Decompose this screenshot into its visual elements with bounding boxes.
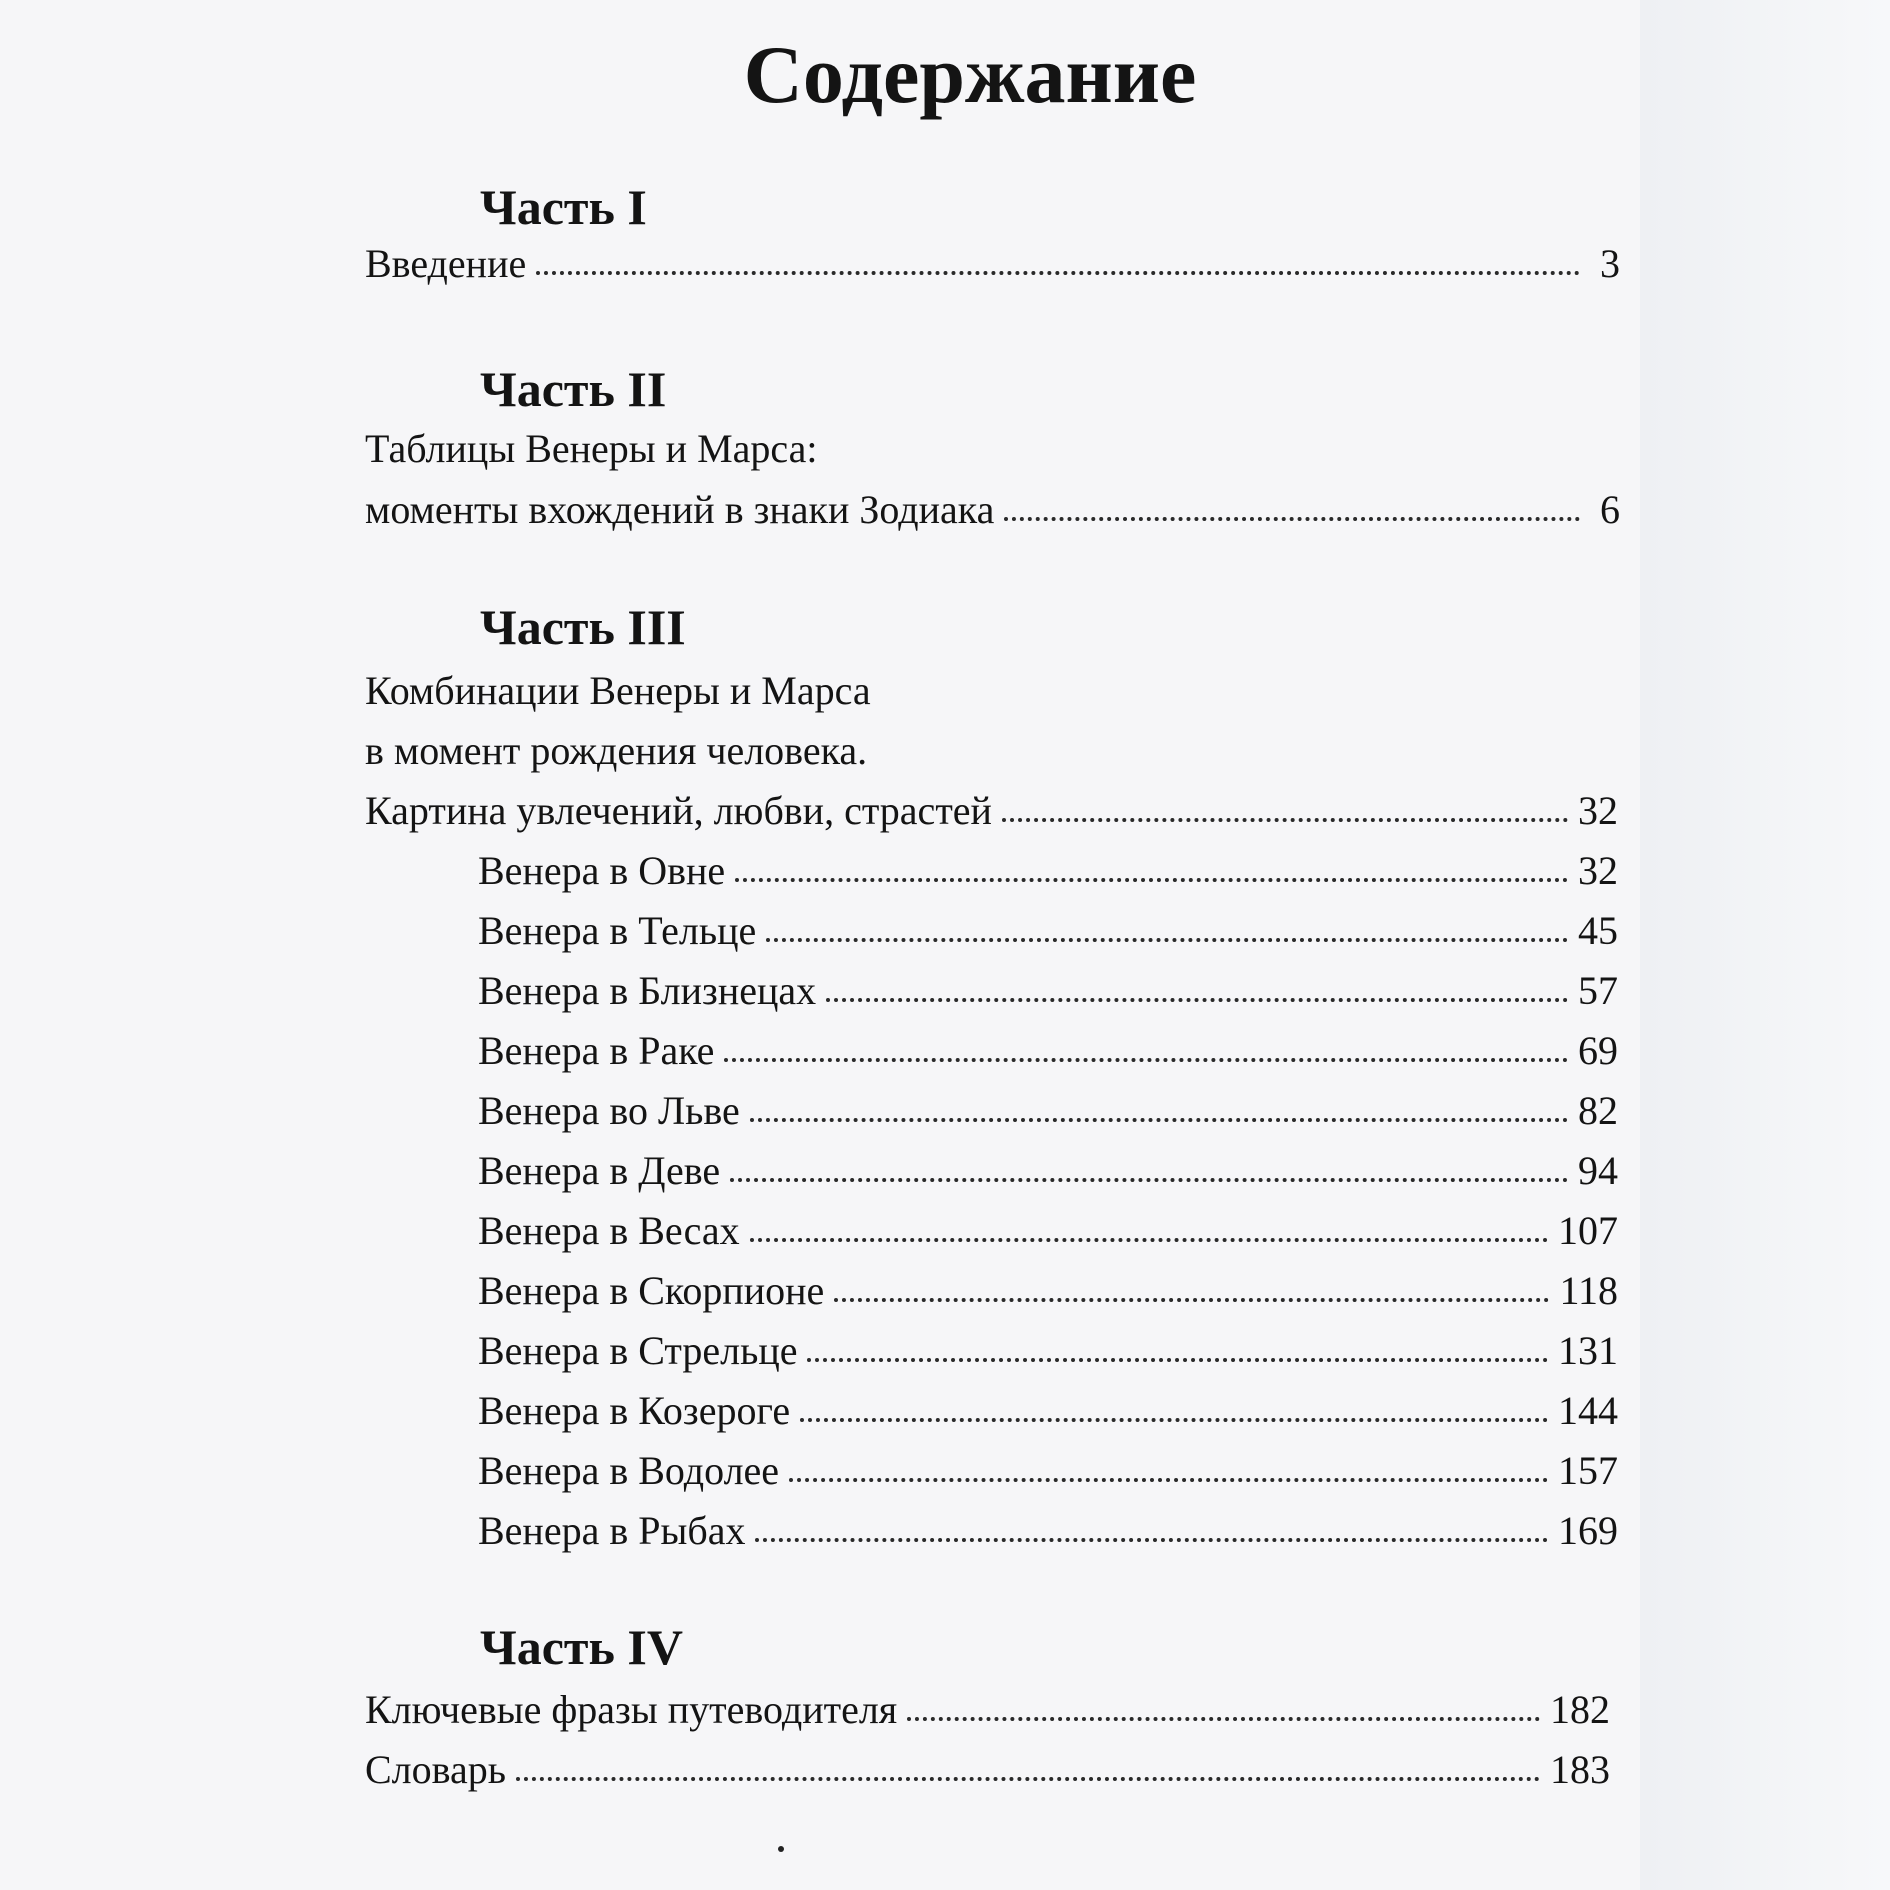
toc-subentry[interactable] <box>478 1207 1618 1254</box>
toc-entry-label: Венера в Тельце <box>478 908 757 953</box>
toc-subentry[interactable] <box>478 1087 1618 1134</box>
toc-entry-label: Картина увлечений, любви, страстей <box>365 788 992 833</box>
toc-entry-label: Венера в Рыбах <box>478 1508 746 1553</box>
toc-entry-page: 182 <box>1550 1687 1610 1732</box>
toc-entry-page: 32 <box>1578 788 1618 833</box>
toc-entry-label: Венера в Скорпионе <box>478 1268 825 1313</box>
toc-subentry[interactable] <box>478 1447 1618 1494</box>
toc-entry-page: 45 <box>1578 908 1618 953</box>
toc-entry-page: 157 <box>1558 1448 1618 1493</box>
toc-entry[interactable] <box>365 1746 1610 1793</box>
toc-entry-page: 183 <box>1550 1747 1610 1792</box>
toc-entry-label: Венера в Деве <box>478 1148 721 1193</box>
dot-leader <box>834 1298 1549 1302</box>
toc-entry-label: Ключевые фразы путеводителя <box>365 1687 898 1732</box>
toc-subentry[interactable] <box>478 1327 1618 1374</box>
toc-entry-page: 144 <box>1558 1388 1618 1433</box>
dot-leader <box>1004 517 1580 521</box>
toc-subentry[interactable] <box>478 1027 1618 1074</box>
toc-entry-page: 118 <box>1559 1268 1618 1313</box>
dot-leader <box>766 938 1568 942</box>
toc-entry-page: 69 <box>1578 1028 1618 1073</box>
part-heading-2: Часть II <box>480 361 667 417</box>
toc-line: Комбинации Венеры и Марса <box>365 668 871 713</box>
toc-entry-label: Введение <box>365 241 527 286</box>
dot-leader <box>750 1238 1548 1242</box>
toc-entry-label: Венера в Водолее <box>478 1448 780 1493</box>
dot-leader <box>735 878 1568 882</box>
toc-entry-page: 107 <box>1558 1208 1618 1253</box>
dot-leader <box>730 1178 1568 1182</box>
toc-entry-label: Венера в Стрельце <box>478 1328 798 1373</box>
part-heading-4: Часть IV <box>480 1619 683 1675</box>
toc-entry-page: 32 <box>1578 848 1618 893</box>
part-heading-3: Часть III <box>480 599 686 655</box>
toc-subentry[interactable] <box>478 847 1618 894</box>
toc-entry-page: 82 <box>1578 1088 1618 1133</box>
toc-entry-page: 6 <box>1600 487 1620 532</box>
toc-entry-label: Словарь <box>365 1747 506 1792</box>
toc-subentry[interactable] <box>478 1387 1618 1434</box>
toc-entry-label: Венера в Козероге <box>478 1388 791 1433</box>
toc-entry[interactable] <box>365 1686 1610 1733</box>
toc-entry[interactable] <box>365 486 1620 533</box>
part-heading-1: Часть I <box>480 179 647 235</box>
page-edge-shadow <box>1640 0 1890 1890</box>
dot-leader <box>755 1538 1548 1542</box>
page-title: Содержание <box>743 29 1197 120</box>
dot-leader <box>750 1118 1568 1122</box>
dot-leader <box>536 271 1580 275</box>
dot-leader <box>800 1418 1548 1422</box>
dot-leader <box>826 998 1568 1002</box>
toc-entry-label: Венера в Овне <box>478 848 726 893</box>
dot-leader <box>516 1777 1540 1781</box>
toc-entry-page: 131 <box>1558 1328 1618 1373</box>
toc-entry-label: Венера в Раке <box>478 1028 715 1073</box>
dot-leader <box>907 1717 1540 1721</box>
toc-subentry[interactable] <box>478 967 1618 1014</box>
dot-leader <box>789 1478 1548 1482</box>
print-speck <box>778 1846 784 1852</box>
toc-subentry[interactable] <box>478 1507 1618 1554</box>
toc-entry[interactable] <box>365 787 1618 834</box>
dot-leader <box>1002 818 1568 822</box>
toc-entry[interactable] <box>365 240 1620 287</box>
toc-subentry[interactable] <box>478 1267 1618 1314</box>
dot-leader <box>807 1358 1548 1362</box>
toc-entry-label: моменты вхождений в знаки Зодиака <box>365 487 995 532</box>
toc-subentry[interactable] <box>478 907 1618 954</box>
toc-entry-label: Венера во Льве <box>478 1088 740 1133</box>
toc-line: Таблицы Венеры и Марса: <box>365 426 818 471</box>
toc-entry-label: Венера в Весах <box>478 1208 740 1253</box>
toc-entry-page: 57 <box>1578 968 1618 1013</box>
dot-leader <box>724 1058 1568 1062</box>
toc-line: в момент рождения человека. <box>365 728 868 773</box>
toc-entry-page: 3 <box>1600 241 1620 286</box>
toc-entry-page: 94 <box>1578 1148 1618 1193</box>
toc-subentry[interactable] <box>478 1147 1618 1194</box>
toc-entry-page: 169 <box>1558 1508 1618 1553</box>
toc-entry-label: Венера в Близнецах <box>478 968 817 1013</box>
